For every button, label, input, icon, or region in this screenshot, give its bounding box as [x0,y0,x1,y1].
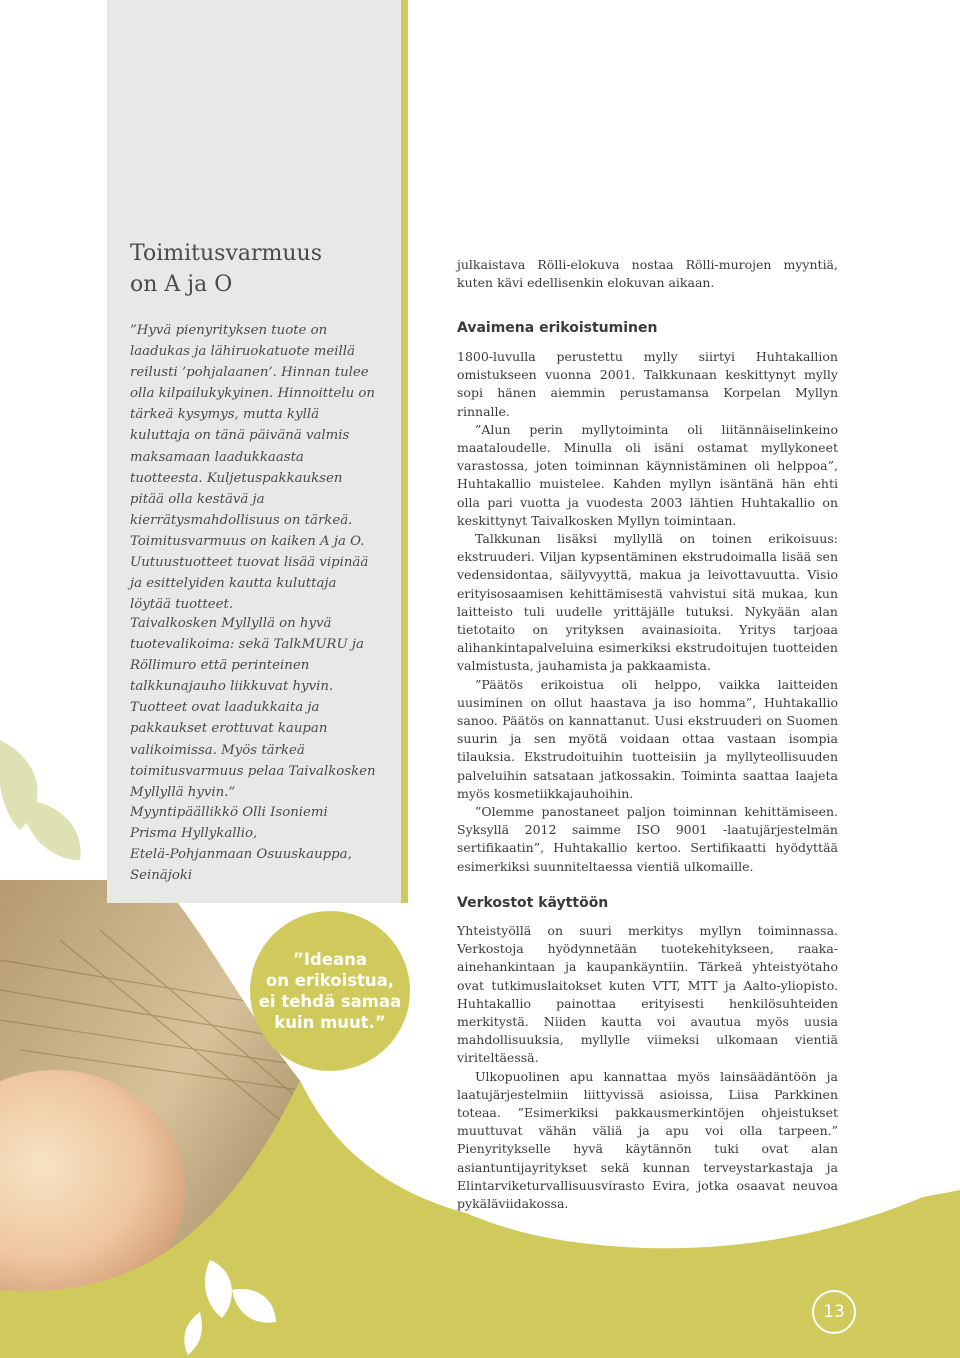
pull-quote-circle [250,911,410,1071]
signature-line: Etelä-Pohjanmaan Osuuskauppa, [130,847,352,863]
signature-line: Seinäjoki [130,868,193,884]
article-section-2 [457,922,838,1213]
page-number: 13 [812,1290,856,1334]
pull-quote-line: kuin muut.” [274,1013,386,1032]
body-paragraph: Yhteistyöllä on suuri merkitys myllyn toiminnassa. Verkostoja hyödynnetään tuotekehitykseen, raaka-ainehankintaan ja kaupankäyntiin. Tärkeä yhteistyötaho ovat tutkimuslaitokset kuten VTT, MTT ja Aalto-yliopisto. Huhtakallio painottaa erityisesti henkilösuhteiden merkitystä. Niiden kautta voi avautua myös uusia mahdollisuuksia, myllylle viimeksi ulkomaan vientiä viriteltäessä. [457,923,838,1066]
sidebar-quote-1: ”Hyvä pienyrityksen tuote on laadukas ja lähiruokatuote meillä reilusti ’pohjalaanen’. Hinnan tulee olla kilpailukykyinen. Hinnoittelu on tärkeä kysymys, mutta kyllä kuluttaja on tänä päivänä valmis maksamaan laadukkaasta tuotteesta. Kuljetuspakkauksen pitää olla kestävä ja kierrätysmahdollisuus on tärkeä. Toimitusvarmuus on kaiken A ja O. Uutuustuotteet tuovat lisää vipinää ja esittelyiden kautta kuluttaja löytää tuotteet. [130,323,375,613]
body-paragraph: ”Alun perin myllytoiminta oli liitännäiselinkeino maataloudelle. Minulla oli isäni ostamat myllykoneet varastossa, joten toiminnan käynnistäminen oli helppoa”, Huhtakallio muistelee. Kahden myllyn isäntänä hän ehti olla pari vuotta ja vuodesta 2003 lähtien Huhtakallio on keskittynyt Taivalkosken Myllyn toimintaan. [457,421,838,528]
sidebar-title [130,238,380,300]
signature-line: Prisma Hyllykallio, [130,826,258,842]
body-paragraph: ”Päätös erikoistua oli helppo, vaikka laitteiden uusiminen on ollut haastava ja iso homma”, Huhtakallio sanoo. Päätös on kannattanut. Uusi ekstruuderi on Suomen suurin ja sen myötä voidaan ottaa vastaan isompia tilauksia. Ekstrudoituihin tuotteisiin ja myllyteollisuuden palveluihin satsataan jatkossakin. Toiminta saattaa laajeta myös kosmetiikkajauhoihin. [457,676,838,801]
signature-line: Myyntipäällikkö Olli Isoniemi [130,805,328,820]
pull-quote-line: ”Ideana [292,950,367,969]
body-paragraph: 1800-luvulla perustettu mylly siirtyi Huhtakallion omistukseen vuonna 2001. Talkkunaan keskittynyt mylly sopi hänen aiemmin perustamansa Korpelan Myllyn rinnalle. [457,349,838,419]
article-intro [457,256,838,292]
section-heading-1: Avaimena erikoistuminen [457,320,658,336]
body-paragraph: Talkkunan lisäksi myllyllä on toinen erikoisuus: ekstruuderi. Viljan kypsentäminen ekstrudoimalla lisää sen vedensidontaa, säilyvyyttä, makua ja leivottavuutta. Visio erityisosaamisen kehittämisestä vahvistui sitä mukaa, kun laitteisto tuli uudelle yrittäjälle tutuksi. Nykyään alan tietotaito on yrityksen avainasioita. Yritys tarjoaa alihankintapalveluina esimerkiksi ekstrudoitujen tuotteiden valmistusta, jauhamista ja pakkaamista. [457,531,838,674]
pull-quote-line: ei tehdä samaa [258,992,402,1011]
intro-paragraph: julkaistava Rölli-elokuva nostaa Rölli-murojen myyntiä, kuten kävi edellisenkin elokuvan aikaan. [457,257,838,291]
pull-quote-line: on erikoistua, [265,971,395,990]
body-paragraph: ”Olemme panostaneet paljon toiminnan kehittämiseen. Syksyllä 2012 saimme ISO 9001 -laatujärjestelmän sertifikaatin”, Huhtakallio kertoo. Sertifikaatti hyödyttää esimerkiksi suunniteltaessa vientiä ulkomaille. [457,804,838,874]
sidebar-title-line2: on A ja O [130,272,233,297]
section-heading-2: Verkostot käyttöön [457,895,609,911]
sidebar-accent-rule [401,0,408,903]
sidebar-quote-2: Taivalkosken Myllyllä on hyvä tuotevalikoima: sekä TalkMURU ja Röllimuro että perinteinen talkkunajauho liikkuvat hyvin. Tuotteet ovat laadukkaita ja pakkaukset erottuvat kaupan valikoimissa. Myös tärkeä toimitusvarmuus pelaa Taivalkosken Myllyllä hyvin.” [130,616,376,800]
body-paragraph: Ulkopuolinen apu kannattaa myös lainsäädäntöön ja laatujärjestelmiin liittyvissä asioissa, Liisa Parkkinen toteaa. ”Esimerkiksi pakkausmerkintöjen ohjeistukset muuttuvat vähän väliä ja apu voi olla tarpeen.” Pienyritykselle hyvä käytännön tuki ovat alan asiantuntijayritykset sekä kunnan terveystarkastaja ja Elintarviketurvallisuusvirasto Evira, jotka osaavat neuvoa pykäläviidakossa. [457,1068,838,1212]
sidebar-signature [130,802,377,886]
article-section-1 [457,348,838,876]
sidebar-title-line1: Toimitusvarmuus [130,241,322,266]
pull-quote-text [255,949,405,1033]
leaf-icon-top [0,740,81,860]
